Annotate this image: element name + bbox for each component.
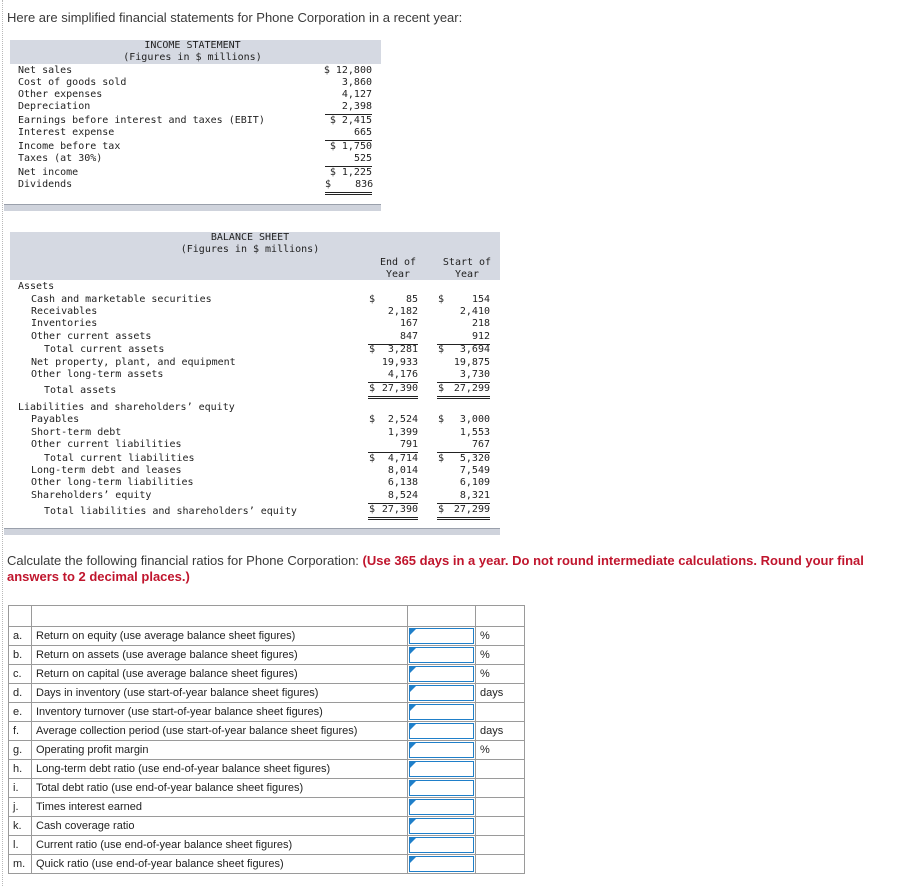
balance-end-value: 1,399 xyxy=(387,427,418,438)
ratio-answer-input[interactable] xyxy=(408,665,476,684)
ratio-letter: h. xyxy=(9,760,32,779)
ratio-letter: i. xyxy=(9,779,32,798)
balance-start-dollar: $ xyxy=(438,414,445,425)
answer-field[interactable] xyxy=(409,742,474,758)
assets-heading: Assets xyxy=(18,281,55,292)
answer-field[interactable] xyxy=(409,666,474,682)
balance-title: BALANCE SHEET xyxy=(210,232,290,243)
income-row-value: $ 1,750 xyxy=(329,141,372,152)
income-row-value: $ 12,800 xyxy=(323,65,372,76)
balance-start-value: 7,549 xyxy=(459,465,490,476)
balance-start-value: 3,730 xyxy=(437,369,490,383)
balance-row-label: Other current liabilities xyxy=(31,439,182,450)
balance-subtitle: (Figures in $ millions) xyxy=(180,244,320,255)
balance-end-dollar: $ xyxy=(369,504,376,515)
ratio-answer-input[interactable] xyxy=(408,817,476,836)
ratio-letter: e. xyxy=(9,703,32,722)
balance-start-value: 912 xyxy=(437,331,490,345)
balance-end-dollar: $ xyxy=(369,344,376,355)
ratio-description: Cash coverage ratio xyxy=(32,817,408,836)
ratio-row xyxy=(9,722,525,741)
balance-row-label: Inventories xyxy=(31,318,98,329)
balance-row-label: Payables xyxy=(31,414,80,425)
answer-field[interactable] xyxy=(409,837,474,853)
answer-field[interactable] xyxy=(409,780,474,796)
ratio-answer-input[interactable] xyxy=(408,741,476,760)
liabilities-heading: Liabilities and shareholders’ equity xyxy=(18,402,235,413)
balance-row-label: Shareholders’ equity xyxy=(31,490,152,501)
ratio-row xyxy=(9,684,525,703)
ratio-unit xyxy=(476,836,525,855)
balance-row-label: Total assets xyxy=(44,385,117,396)
question-instructions: (Use 365 days in a year. Do not round intermediate calculations. Round your final answers to 2 decimal places.) xyxy=(7,553,864,584)
income-row-value: 665 xyxy=(325,127,372,141)
ratio-unit: days xyxy=(476,722,525,741)
answer-field[interactable] xyxy=(409,761,474,777)
answer-field[interactable] xyxy=(409,628,474,644)
balance-start-value: 27,299 xyxy=(437,504,490,520)
ratio-description: Current ratio (use end-of-year balance sheet figures) xyxy=(32,836,408,855)
balance-start-dollar: $ xyxy=(438,294,445,305)
answer-field[interactable] xyxy=(409,647,474,663)
ratio-row xyxy=(9,817,525,836)
ratio-answer-input[interactable] xyxy=(408,703,476,722)
balance-row-label: Other long-term liabilities xyxy=(31,477,194,488)
income-row-label: Income before tax xyxy=(18,141,121,152)
balance-end-value: 27,390 xyxy=(368,504,418,520)
balance-end-value: 6,138 xyxy=(387,477,418,488)
income-row-value: $ 1,225 xyxy=(329,167,372,178)
ratio-unit xyxy=(476,817,525,836)
header-cell xyxy=(408,606,476,627)
ratio-letter: j. xyxy=(9,798,32,817)
intro-text: Here are simplified financial statements for Phone Corporation in a recent year: xyxy=(7,10,463,25)
ratio-unit: days xyxy=(476,684,525,703)
ratio-description: Return on assets (use average balance sheet figures) xyxy=(32,646,408,665)
ratio-row xyxy=(9,855,525,874)
ratio-answer-input[interactable] xyxy=(408,646,476,665)
ratio-description: Return on capital (use average balance sheet figures) xyxy=(32,665,408,684)
ratio-description: Times interest earned xyxy=(32,798,408,817)
balance-start-value: 27,299 xyxy=(437,383,490,399)
balance-row-label: Cash and marketable securities xyxy=(31,294,212,305)
income-row-value: $ 836 xyxy=(325,179,372,195)
ratio-unit xyxy=(476,760,525,779)
answer-field[interactable] xyxy=(409,818,474,834)
header-cell xyxy=(9,606,32,627)
answer-field[interactable] xyxy=(409,799,474,815)
ratio-answer-input[interactable] xyxy=(408,627,476,646)
balance-row-label: Other current assets xyxy=(31,331,152,342)
ratio-unit xyxy=(476,798,525,817)
balance-start-value: 218 xyxy=(471,318,490,329)
ratio-row xyxy=(9,836,525,855)
ratio-letter: c. xyxy=(9,665,32,684)
ratio-answer-input[interactable] xyxy=(408,798,476,817)
balance-start-dollar: $ xyxy=(438,344,445,355)
ratio-description: Total debt ratio (use end-of-year balance sheet figures) xyxy=(32,779,408,798)
income-subtitle: (Figures in $ millions) xyxy=(123,52,262,63)
ratio-description: Long-term debt ratio (use end-of-year balance sheet figures) xyxy=(32,760,408,779)
income-row-value: 2,398 xyxy=(325,101,372,115)
ratio-row xyxy=(9,741,525,760)
ratios-header-row xyxy=(9,606,525,627)
balance-end-value: 8,524 xyxy=(368,490,418,504)
ratio-unit xyxy=(476,855,525,874)
ratio-row xyxy=(9,779,525,798)
balance-end-value: 4,176 xyxy=(368,369,418,383)
balance-start-value: 19,875 xyxy=(453,357,490,368)
ratio-row xyxy=(9,798,525,817)
ratio-unit: % xyxy=(476,627,525,646)
ratios-table xyxy=(8,605,525,874)
balance-row-label: Net property, plant, and equipment xyxy=(31,357,236,368)
balance-end-dollar: $ xyxy=(369,453,376,464)
ratio-letter: d. xyxy=(9,684,32,703)
ratio-description: Average collection period (use start-of-year balance sheet figures) xyxy=(32,722,408,741)
balance-end-value: 3,281 xyxy=(387,344,418,355)
ratio-letter: b. xyxy=(9,646,32,665)
balance-end-value: 847 xyxy=(368,331,418,345)
ratio-row xyxy=(9,627,525,646)
income-row-label: Depreciation xyxy=(18,101,91,112)
ratio-letter: a. xyxy=(9,627,32,646)
balance-end-value: 2,524 xyxy=(387,414,418,425)
balance-footer-bar xyxy=(4,528,500,535)
balance-row-label: Total current liabilities xyxy=(44,453,195,464)
ratio-letter: m. xyxy=(9,855,32,874)
ratio-answer-input[interactable] xyxy=(408,855,476,874)
answer-field[interactable] xyxy=(409,685,474,701)
header-cell xyxy=(32,606,408,627)
ratio-description: Days in inventory (use start-of-year balance sheet figures) xyxy=(32,684,408,703)
balance-end-value: 167 xyxy=(399,318,418,329)
answer-field[interactable] xyxy=(409,856,474,872)
balance-end-value: 27,390 xyxy=(368,383,418,399)
balance-row-label: Total current assets xyxy=(44,344,165,355)
balance-start-value: 154 xyxy=(471,294,490,305)
ratio-answer-input[interactable] xyxy=(408,779,476,798)
balance-row-label: Receivables xyxy=(31,306,98,317)
balance-end-dollar: $ xyxy=(369,294,376,305)
ratio-row xyxy=(9,703,525,722)
balance-end-value: 85 xyxy=(405,294,418,305)
income-row-value: $ 2,415 xyxy=(329,115,372,126)
balance-end-dollar: $ xyxy=(369,383,376,394)
col-end-of-year: Year xyxy=(385,269,411,280)
col-start-of-year: Year xyxy=(454,269,480,280)
ratio-unit: % xyxy=(476,646,525,665)
balance-row-label: Long-term debt and leases xyxy=(31,465,182,476)
ratio-description: Return on equity (use average balance sheet figures) xyxy=(32,627,408,646)
ratio-unit: % xyxy=(476,741,525,760)
ratio-description: Quick ratio (use end-of-year balance sheet figures) xyxy=(32,855,408,874)
balance-start-dollar: $ xyxy=(438,504,445,515)
income-row-value: 525 xyxy=(325,153,372,167)
ratio-answer-input[interactable] xyxy=(408,760,476,779)
balance-end-value: 4,714 xyxy=(387,453,418,464)
income-row-label: Dividends xyxy=(18,179,73,190)
header-cell xyxy=(476,606,525,627)
ratio-unit xyxy=(476,703,525,722)
balance-start-value: 3,000 xyxy=(459,414,490,425)
ratio-letter: f. xyxy=(9,722,32,741)
balance-start-value: 3,694 xyxy=(459,344,490,355)
left-dotted-border xyxy=(2,0,3,886)
income-footer-bar xyxy=(4,204,381,211)
income-row-label: Net sales xyxy=(18,65,73,76)
ratio-row xyxy=(9,665,525,684)
balance-start-value: 2,410 xyxy=(459,306,490,317)
income-row-value: 3,860 xyxy=(341,77,372,88)
income-row-label: Earnings before interest and taxes (EBIT) xyxy=(18,115,265,126)
question-text xyxy=(7,553,887,585)
ratio-answer-input[interactable] xyxy=(408,722,476,741)
balance-end-value: 8,014 xyxy=(387,465,418,476)
ratio-unit: % xyxy=(476,665,525,684)
balance-end-value: 791 xyxy=(368,439,418,453)
ratio-answer-input[interactable] xyxy=(408,684,476,703)
balance-start-value: 5,320 xyxy=(459,453,490,464)
balance-end-value: 2,182 xyxy=(387,306,418,317)
ratio-letter: g. xyxy=(9,741,32,760)
ratio-answer-input[interactable] xyxy=(408,836,476,855)
ratio-description: Operating profit margin xyxy=(32,741,408,760)
ratio-unit xyxy=(476,779,525,798)
balance-start-value: 6,109 xyxy=(459,477,490,488)
income-row-label: Cost of goods sold xyxy=(18,77,127,88)
balance-row-label: Total liabilities and shareholders’ equity xyxy=(44,506,297,517)
answer-field[interactable] xyxy=(409,704,474,720)
question-plain: Calculate the following financial ratios for Phone Corporation: xyxy=(7,553,363,568)
income-row-label: Other expenses xyxy=(18,89,103,100)
balance-end-dollar: $ xyxy=(369,414,376,425)
balance-end-value: 19,933 xyxy=(381,357,418,368)
balance-row-label: Short-term debt xyxy=(31,427,122,438)
income-row-value: 4,127 xyxy=(341,89,372,100)
answer-field[interactable] xyxy=(409,723,474,739)
ratio-row xyxy=(9,646,525,665)
balance-start-value: 767 xyxy=(437,439,490,453)
income-title: INCOME STATEMENT xyxy=(144,40,241,51)
balance-start-dollar: $ xyxy=(438,383,445,394)
ratio-row xyxy=(9,760,525,779)
balance-start-value: 8,321 xyxy=(437,490,490,504)
balance-row-label: Other long-term assets xyxy=(31,369,164,380)
income-row-label: Net income xyxy=(18,167,79,178)
income-row-label: Interest expense xyxy=(18,127,115,138)
ratio-description: Inventory turnover (use start-of-year balance sheet figures) xyxy=(32,703,408,722)
ratio-letter: k. xyxy=(9,817,32,836)
balance-start-dollar: $ xyxy=(438,453,445,464)
income-row-label: Taxes (at 30%) xyxy=(18,153,103,164)
ratio-letter: l. xyxy=(9,836,32,855)
col-start-of-year: Start of xyxy=(442,257,492,268)
balance-start-value: 1,553 xyxy=(459,427,490,438)
col-end-of-year: End of xyxy=(379,257,417,268)
